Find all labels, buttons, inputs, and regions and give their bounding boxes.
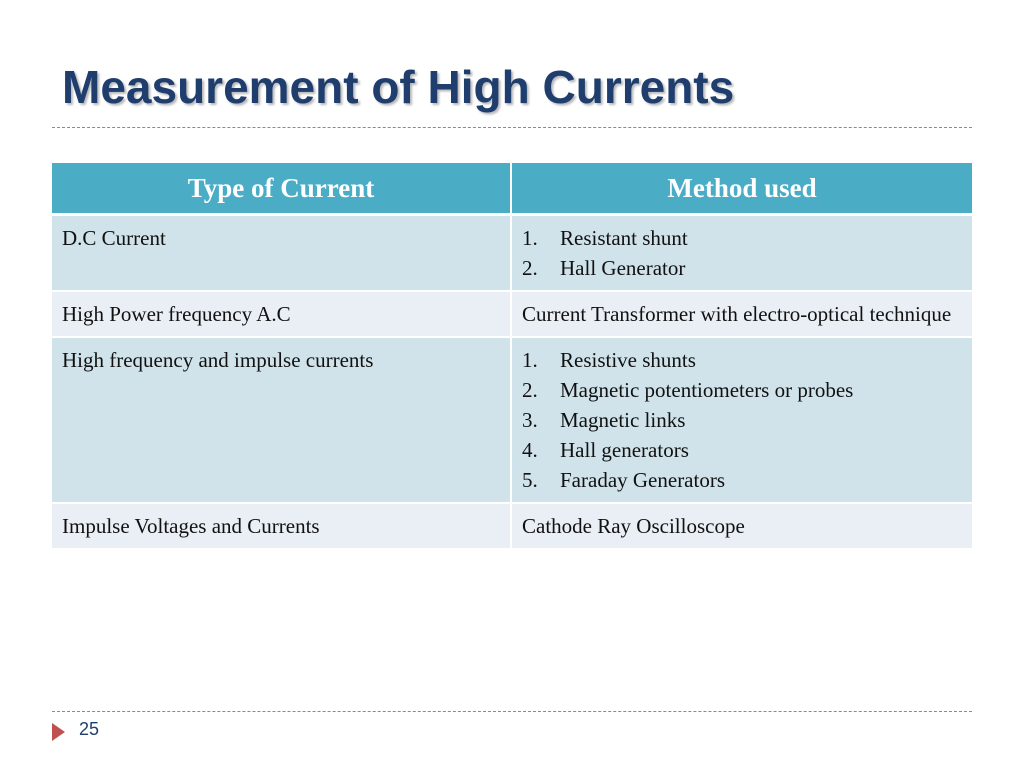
list-text: Resistive shunts [560,348,696,372]
list-text: Faraday Generators [560,468,726,492]
list-item [522,405,962,435]
footer-divider [52,711,972,712]
table-row [52,503,972,549]
list-text: Hall generators [560,438,689,462]
slide-title: Measurement of High Currents [62,61,735,113]
list-item [522,465,962,495]
cell-type: High Power frequency A.C [52,291,511,337]
cell-type: D.C Current [52,215,511,292]
cell-methods [511,337,972,503]
list-item [522,435,962,465]
title-divider [52,127,972,128]
page-number: 25 [79,719,100,739]
header-method-used: Method used [511,163,972,215]
methods-table [52,163,972,550]
list-text: Magnetic potentiometers or probes [560,378,854,402]
list-item [522,223,962,253]
table-header-row [52,163,972,215]
list-number: 4. [522,438,538,462]
list-item [522,345,962,375]
list-text: Magnetic links [560,408,686,432]
table-row [52,337,972,503]
method-list [522,345,962,495]
list-number: 3. [522,408,538,432]
list-text: Resistant shunt [560,226,688,250]
table-row [52,291,972,337]
methods-table-container [52,163,972,550]
list-item [522,253,962,283]
list-number: 1. [522,226,538,250]
list-number: 5. [522,468,538,492]
header-type-of-current: Type of Current [52,163,511,215]
list-number: 2. [522,256,538,280]
list-item [522,375,962,405]
cell-methods [511,215,972,292]
triangle-right-icon [52,723,65,741]
list-number: 1. [522,348,538,372]
list-number: 2. [522,378,538,402]
cell-method-text: Cathode Ray Oscilloscope [511,503,972,549]
list-text: Hall Generator [560,256,686,280]
cell-type: High frequency and impulse currents [52,337,511,503]
method-list [522,223,962,283]
cell-type: Impulse Voltages and Currents [52,503,511,549]
table-row [52,215,972,292]
cell-method-text: Current Transformer with electro-optical technique [511,291,972,337]
